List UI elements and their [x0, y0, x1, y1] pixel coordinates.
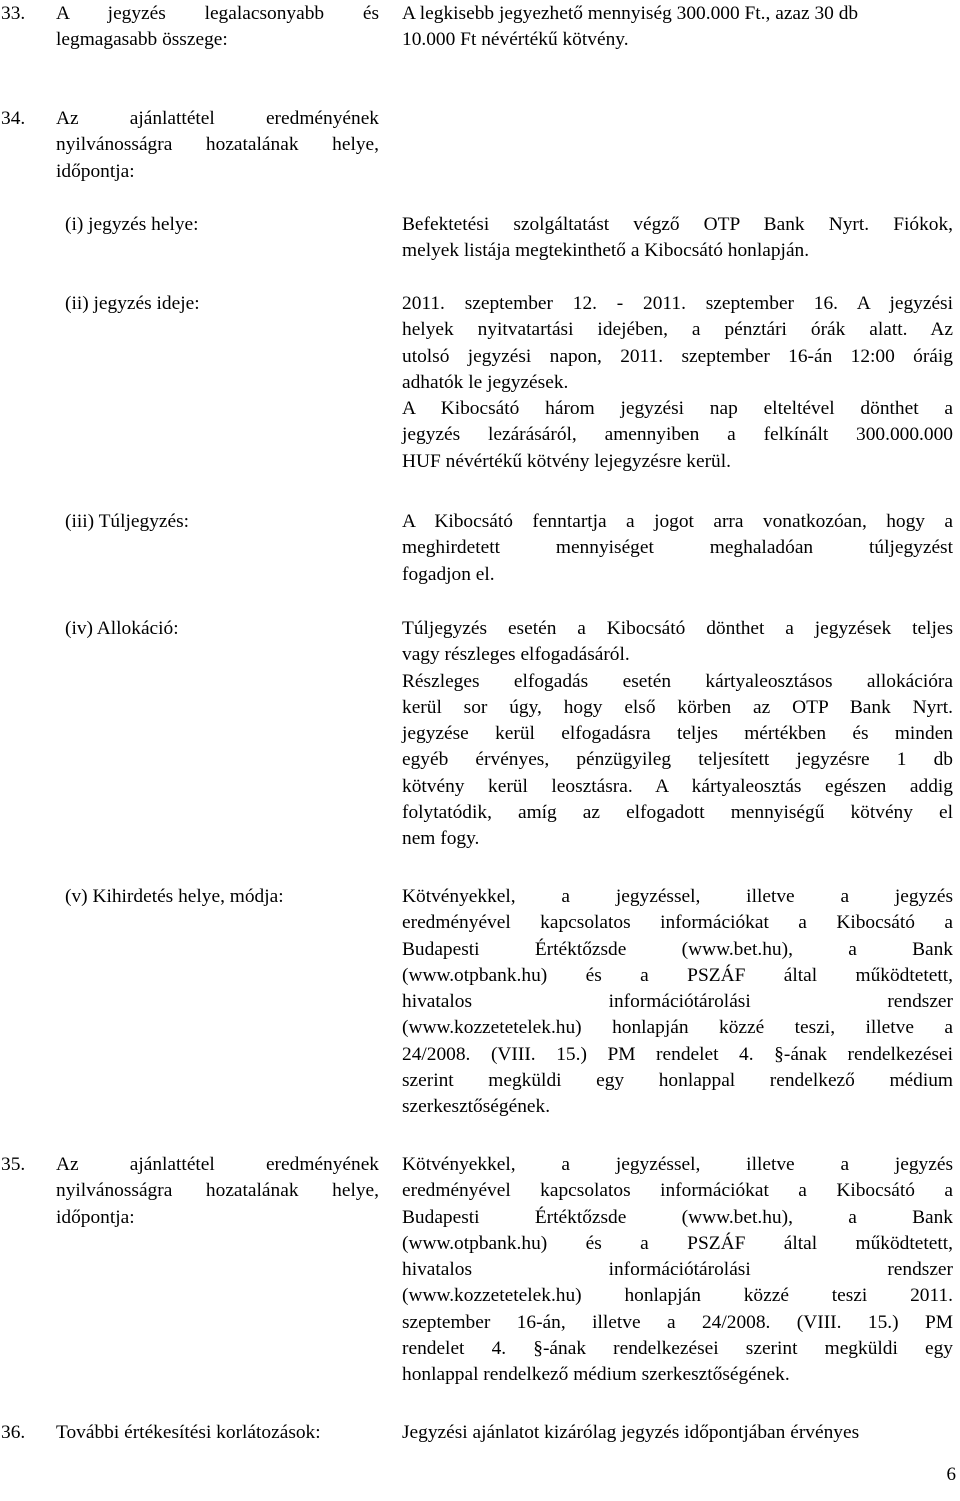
sub-ii-value-line: 2011. szeptember 12. - 2011. szeptember 16. A jegyzési — [402, 293, 953, 314]
sub-v-value-line: (www.otpbank.hu) és a PSZÁF által működtetett, — [402, 964, 953, 986]
sub-i-value — [402, 212, 953, 265]
sub-ii-value-line: helyek nyitvatartási idejében, a pénztári órák alatt. Az — [402, 319, 953, 341]
sub-iv-value-line: kerül sor úgy, hogy első körben az OTP Bank Nyrt. — [402, 696, 953, 718]
item-36-label: További értékesítési korlátozások: — [56, 1422, 321, 1443]
sub-iii-label: (iii) Túljegyzés: — [65, 511, 190, 532]
item-33-value-line: 10.000 Ft névértékű kötvény. — [402, 29, 629, 51]
sub-iii-value-line: A Kibocsátó fenntartja a jogot arra vonatkozóan, hogy a — [402, 511, 953, 532]
sub-iii-value-line: meghirdetett mennyiséget meghaladóan túljegyzést — [402, 537, 953, 559]
item-34-number: 34. — [1, 108, 26, 129]
sub-ii-label: (ii) jegyzés ideje: — [65, 293, 200, 314]
item-34-label — [56, 106, 379, 185]
item-35-label-line: Az ajánlattétel eredményének — [56, 1154, 379, 1175]
sub-v-label: (v) Kihirdetés helye, módja: — [65, 886, 284, 907]
sub-ii-value-line: utolsó jegyzési napon, 2011. szeptember 16-án 12:00 óráig — [402, 345, 953, 367]
sub-iv-value-line: Részleges elfogadás esetén kártyaleosztásos allokációra — [402, 670, 953, 692]
item-35-label-line: időpontja: — [56, 1206, 135, 1228]
sub-v-value — [402, 884, 953, 1121]
sub-i-value-line: melyek listája megtekinthető a Kibocsátó honlapján. — [402, 240, 810, 262]
sub-iv-value-line: jegyzése kerül elfogadásra teljes mértékben és minden — [402, 723, 953, 745]
sub-ii-value-line: jegyzés lezárásáról, amennyiben a felkínált 300.000.000 — [402, 424, 953, 446]
sub-v-value-line: hivatalos információtárolási rendszer — [402, 991, 953, 1013]
sub-iv-value-line: folytatódik, amíg az elfogadott mennyiségű kötvény el — [402, 802, 953, 824]
item-35-value-line: rendelet 4. §-ának rendelkezései szerint megküldi egy — [402, 1338, 953, 1360]
item-36-number: 36. — [1, 1422, 26, 1443]
item-33-number: 33. — [1, 3, 26, 24]
item-34-label-line: Az ajánlattétel eredményének — [56, 108, 379, 129]
sub-iv-value-line: vagy részleges elfogadásáról. — [402, 644, 630, 666]
sub-v-value-line: szerint megküldi egy honlappal rendelkező médium — [402, 1070, 953, 1092]
item-33-label-line: A jegyzés legalacsonyabb és — [56, 3, 379, 24]
sub-v-value-line: Budapesti Értéktőzsde (www.bet.hu), a Bank — [402, 938, 953, 960]
sub-v-value-line: (www.kozzetetelek.hu) honlapján közzé teszi, illetve a — [402, 1017, 953, 1039]
sub-iv-value-line: nem fogy. — [402, 828, 480, 850]
sub-iv-value-line: egyéb érvényes, pénzügyileg teljesített jegyzésre 1 db — [402, 749, 953, 771]
sub-ii-value-line: HUF névértékű kötvény lejegyzésre kerül. — [402, 450, 731, 472]
sub-iii-value-line: fogadjon el. — [402, 563, 495, 585]
sub-ii-value — [402, 291, 953, 475]
item-33-value — [402, 1, 958, 54]
item-35-value-line: (www.otpbank.hu) és a PSZÁF által működtetett, — [402, 1232, 953, 1254]
item-35-label-line: nyilvánosságra hozatalának helye, — [56, 1180, 379, 1202]
page-number: 6 — [946, 1464, 956, 1485]
item-35-value-line: hivatalos információtárolási rendszer — [402, 1259, 953, 1281]
item-35-value — [402, 1152, 953, 1389]
sub-i-label: (i) jegyzés helye: — [65, 214, 199, 235]
sub-v-value-line: Kötvényekkel, a jegyzéssel, illetve a jegyzés — [402, 886, 953, 907]
item-36-value: Jegyzési ajánlatot kizárólag jegyzés időpontjában érvényes — [402, 1422, 860, 1443]
item-35-number: 35. — [1, 1154, 26, 1175]
item-33-label — [56, 1, 379, 54]
sub-ii-value-line: adhatók le jegyzések. — [402, 371, 569, 393]
sub-iv-value-line: kötvény kerül leosztásra. A kártyaleosztás egészen addig — [402, 775, 953, 797]
sub-v-value-line: eredményével kapcsolatos információkat a Kibocsátó a — [402, 912, 953, 934]
sub-iv-value-line: Túljegyzés esetén a Kibocsátó dönthet a jegyzések teljes — [402, 618, 953, 639]
sub-iv-label: (iv) Allokáció: — [65, 618, 179, 639]
item-35-value-line: honlappal rendelkező médium szerkesztőségének. — [402, 1364, 790, 1386]
sub-iv-value — [402, 616, 953, 853]
sub-i-value-line: Befektetési szolgáltatást végző OTP Bank Nyrt. Fiókok, — [402, 214, 953, 235]
item-34-label-line: időpontja: — [56, 160, 135, 182]
item-35-label — [56, 1152, 379, 1231]
sub-v-value-line: szerkesztőségének. — [402, 1096, 551, 1118]
item-35-value-line: Kötvényekkel, a jegyzéssel, illetve a jegyzés — [402, 1154, 953, 1175]
item-33-label-line: legmagasabb összege: — [56, 29, 228, 51]
item-35-value-line: szeptember 16-án, illetve a 24/2008. (VIII. 15.) PM — [402, 1311, 953, 1333]
sub-ii-value-line: A Kibocsátó három jegyzési nap elteltével dönthet a — [402, 398, 953, 420]
item-33-value-line: A legkisebb jegyezhető mennyiség 300.000 Ft., azaz 30 db — [402, 3, 859, 24]
item-35-value-line: eredményével kapcsolatos információkat a Kibocsátó a — [402, 1180, 953, 1202]
item-34-label-line: nyilvánosságra hozatalának helye, — [56, 134, 379, 156]
item-35-value-line: Budapesti Értéktőzsde (www.bet.hu), a Bank — [402, 1206, 953, 1228]
item-35-value-line: (www.kozzetetelek.hu) honlapján közzé teszi 2011. — [402, 1285, 953, 1307]
sub-iii-value — [402, 509, 953, 588]
sub-v-value-line: 24/2008. (VIII. 15.) PM rendelet 4. §-ának rendelkezései — [402, 1043, 953, 1065]
